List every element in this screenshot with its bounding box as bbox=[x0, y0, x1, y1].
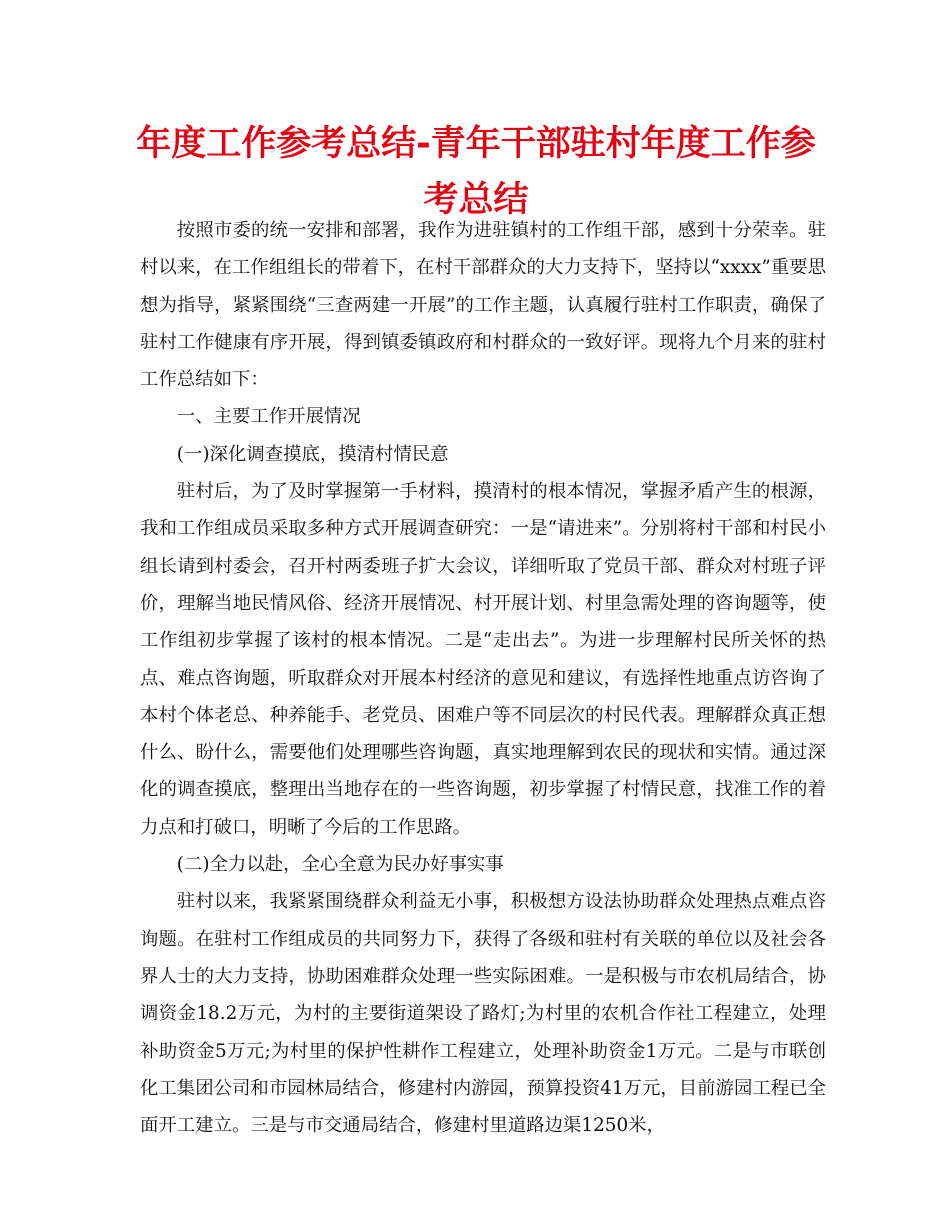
paragraph-intro: 按照市委的统一安排和部署，我作为进驻镇村的工作组干部，感到十分荣幸。驻村以来，在工作组组长的带着下，在村干部群众的大力支持下，坚持以“xxxx”重要思想为指导，紧紧围绕“三查两建一开展”的工作主题，认真履行驻村工作职责，确保了驻村工作健康有序开展，得到镇委镇政府和村群众的一致好评。现将九个月来的驻村工作总结如下： bbox=[140, 220, 826, 391]
paragraph-survey: 驻村后，为了及时掌握第一手材料，摸清村的根本情况，掌握矛盾产生的根源，我和工作组成员采取多种方式开展调查研究：一是“请进来”。分别将村干部和村民小组长请到村委会，召开村两委班子扩大会议，详细听取了党员干部、群众对村班子评价，理解当地民情风俗、经济开展情况、村开展计划、村里急需处理的咨询题等，使工作组初步掌握了该村的根本情况。二是“走出去”。为进一步理解村民所关怀的热点、难点咨询题，听取群众对开展本村经济的意见和建议，有选择性地重点访咨询了本村个体老总、种养能手、老党员、困难户等不同层次的村民代表。理解群众真正想什么、盼什么，需要他们处理哪些咨询题，真实地理解到农民的现状和实情。通过深化的调查摸底，整理出当地存在的一些咨询题，初步掌握了村情民意，找准工作的着力点和打破口，明晰了今后的工作思路。 bbox=[140, 481, 826, 838]
paragraph-practical-work: 驻村以来，我紧紧围绕群众利益无小事，积极想方设法协助群众处理热点难点咨询题。在驻村工作组成员的共同努力下，获得了各级和驻村有关联的单位以及社会各界人士的大力支持，协助困难群众处理一些实际困难。一是积极与市农机局结合，协调资金18.2万元，为村的主要街道架设了路灯;为村里的农机合作社工程建立，处理补助资金5万元;为村里的保护性耕作工程建立，处理补助资金1万元。二是与市联创化工集团公司和市园林局结合，修建村内游园，预算投资41万元，目前游园工程已全面开工建立。三是与市交通局结合，修建村里道路边渠1250米， bbox=[140, 891, 826, 1137]
section-heading-main-work: 一、主要工作开展情况 bbox=[176, 406, 361, 428]
document-title: 年度工作参考总结-青年干部驻村年度工作参考总结 bbox=[136, 124, 816, 220]
document-body bbox=[140, 212, 826, 1144]
subsection-heading-practical-work: (二)全力以赴，全心全意为民办好事实事 bbox=[176, 854, 504, 876]
subsection-heading-survey: (一)深化调查摸底，摸清村情民意 bbox=[176, 443, 449, 465]
